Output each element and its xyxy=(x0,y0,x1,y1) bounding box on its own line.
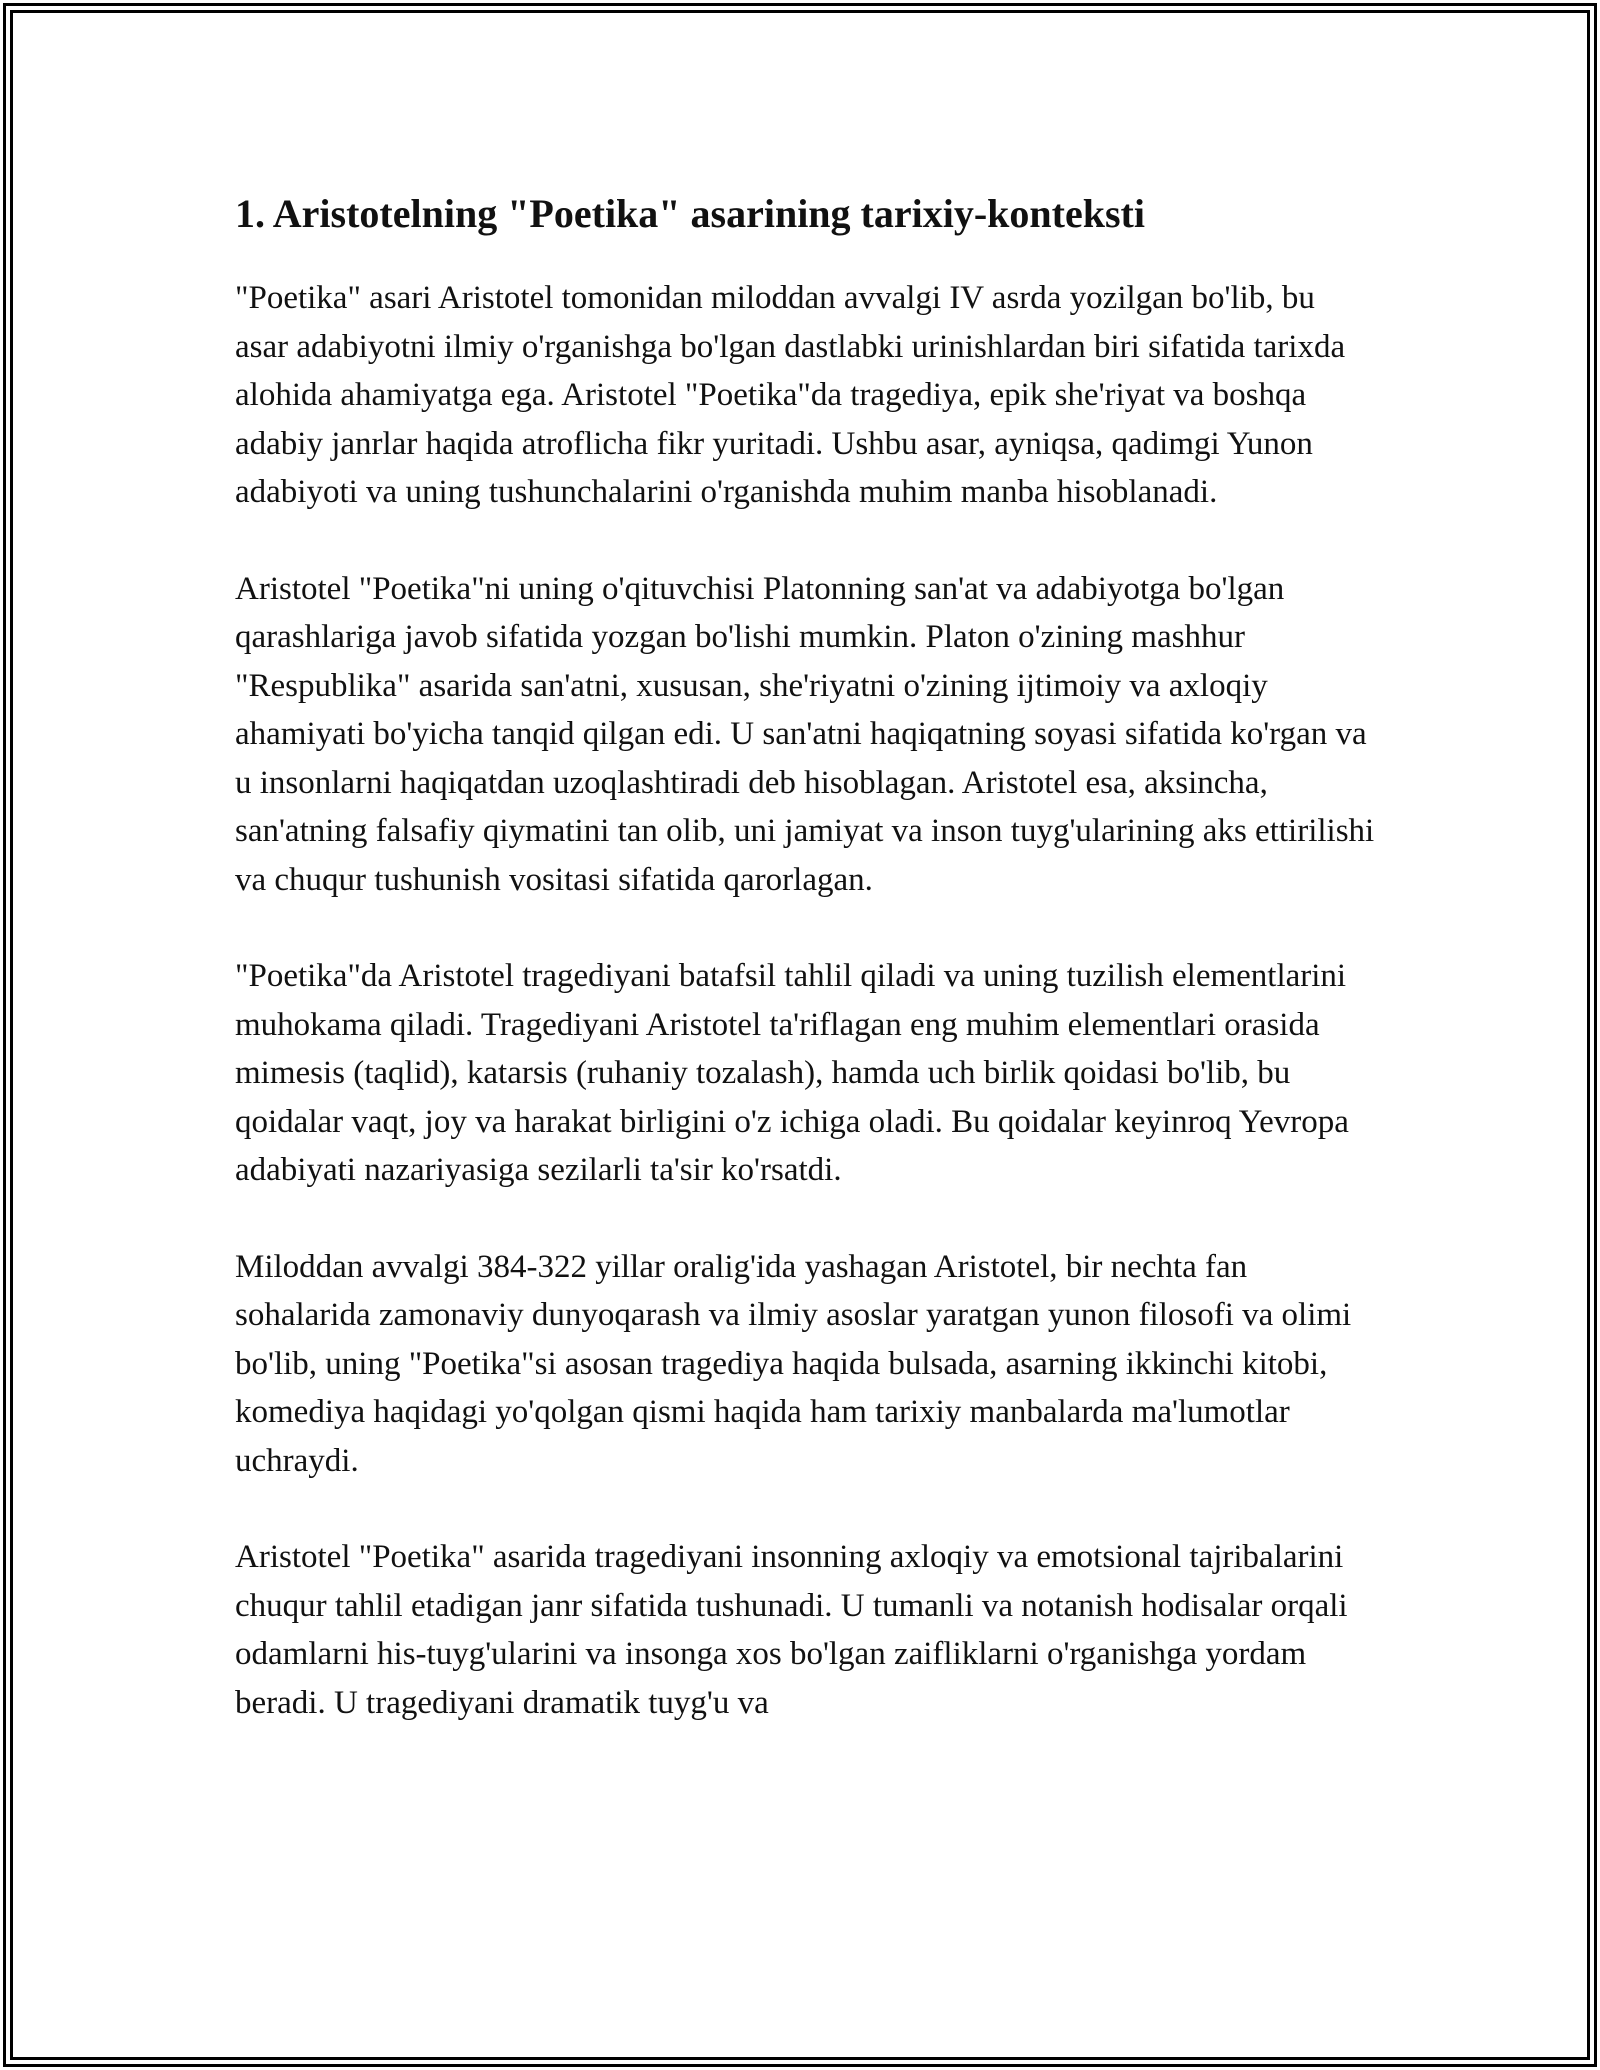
section-heading: 1. Aristotelning "Poetika" asarining tarixiy-konteksti xyxy=(235,191,1145,236)
paragraph-3: "Poetika"da Aristotel tragediyani batafsil tahlil qiladi va uning tuzilish elementlarini muhokama qiladi. Tragediyani Aristotel ta'riflagan eng muhim elementlari orasida mimesis (taqlid), katarsis (ruhaniy tozalash), hamda uch birlik qoidasi bo'lib, bu qoidalar vaqt, joy va harakat birligini o'z ichiga oladi. Bu qoidalar keyinroq Yevropa adabiyati nazariyasiga sezilarli ta'sir ko'rsatdi. xyxy=(235,958,1349,1188)
paragraph-2: Aristotel "Poetika"ni uning o'qituvchisi Platonning san'at va adabiyotga bo'lgan qarashlariga javob sifatida yozgan bo'lishi mumkin. Platon o'zining mashhur "Respublika" asarida san'atni, xususan, she'riyatni o'zining ijtimoiy va axloqiy ahamiyati bo'yicha tanqid qilgan edi. U san'atni haqiqatning soyasi sifatida ko'rgan va u insonlarni haqiqatdan uzoqlashtiradi deb hisoblagan. Aristotel esa, aksincha, san'atning falsafiy qiymatini tan olib, uni jamiyat va inson tuyg'ularining aks ettirilishi va chuqur tushunish vositasi sifatida qarorlagan. xyxy=(235,570,1375,898)
paragraph-5: Aristotel "Poetika" asarida tragediyani insonning axloqiy va emotsional tajribalarini chuqur tahlil etadigan janr sifatida tushunadi. U tumanli va notanish hodisalar orqali odamlarni his-tuyg'ularini va insonga xos bo'lgan zaifliklarni o'rganishga yordam beradi. U tragediyani dramatik tuyg'u va xyxy=(235,1539,1348,1721)
document-body xyxy=(235,186,1375,1775)
paragraph-1: "Poetika" asari Aristotel tomonidan miloddan avvalgi IV asrda yozilgan bo'lib, bu asar adabiyotni ilmiy o'rganishga bo'lgan dastlabki urinishlardan biri sifatida tarixda alohida ahamiyatga ega. Aristotel "Poetika"da tragediya, epik she'riyat va boshqa adabiy janrlar haqida atroflicha fikr yuritadi. Ushbu asar, ayniqsa, qadimgi Yunon adabiyoti va uning tushunchalarini o'rganishda muhim manba hisoblanadi. xyxy=(235,280,1346,510)
paragraph-4: Miloddan avvalgi 384-322 yillar oralig'ida yashagan Aristotel, bir nechta fan sohalarida zamonaviy dunyoqarash va ilmiy asoslar yaratgan yunon filosofi va olimi bo'lib, uning "Poetika"si asosan tragediya haqida bulsada, asarning ikkinchi kitobi, komediya haqidagi yo'qolgan qismi haqida ham tarixiy manbalarda ma'lumotlar uchraydi. xyxy=(235,1248,1352,1479)
